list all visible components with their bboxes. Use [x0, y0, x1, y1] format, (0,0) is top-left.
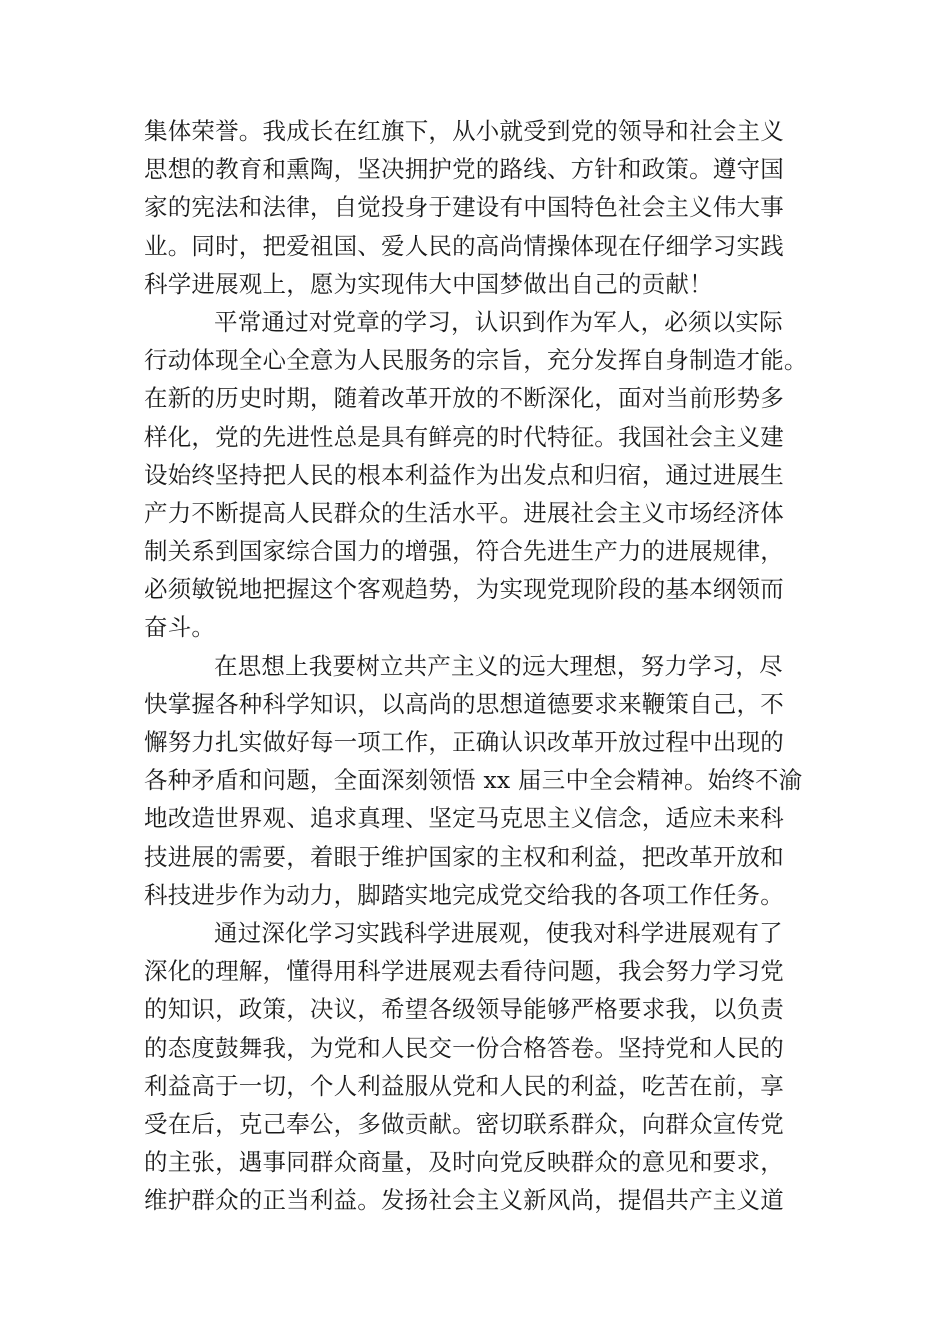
text-line: 行动体现全心全意为人民服务的宗旨，充分发挥自身制造才能。: [144, 346, 808, 375]
text-line: 家的宪法和法律，自觉投身于建设有中国特色社会主义伟大事: [144, 193, 784, 222]
text-line: 技进展的需要，着眼于维护国家的主权和利益，把改革开放和: [144, 842, 784, 871]
text-line: 产力不断提高人民群众的生活水平。进展社会主义市场经济体: [144, 498, 784, 527]
text-line: 的主张，遇事同群众商量，及时向党反映群众的意见和要求，: [144, 1148, 784, 1177]
text-line: 制关系到国家综合国力的增强，符合先进生产力的进展规律，: [144, 537, 784, 566]
text-line: 地改造世界观、追求真理、坚定马克思主义信念，适应未来科: [144, 804, 784, 833]
text-line: 维护群众的正当利益。发扬社会主义新风尚，提倡共产主义道: [144, 1186, 784, 1215]
text-line: 的知识，政策，决议，希望各级领导能够严格要求我，以负责: [144, 995, 784, 1024]
paragraph-first-line: 在思想上我要树立共产主义的远大理想，努力学习，尽: [214, 651, 783, 680]
text-line: 设始终坚持把人民的根本利益作为出发点和归宿，通过进展生: [144, 460, 784, 489]
text-line: 科技进步作为动力，脚踏实地完成党交给我的各项工作任务。: [144, 880, 784, 909]
text-line: 受在后，克己奉公，多做贡献。密切联系群众，向群众宣传党: [144, 1109, 784, 1138]
text-line: 必须敏锐地把握这个客观趋势，为实现党现阶段的基本纲领而: [144, 575, 784, 604]
text-line: 集体荣誉。我成长在红旗下，从小就受到党的领导和社会主义: [144, 117, 784, 145]
document-body: [144, 112, 808, 1219]
text-line: 各种矛盾和问题，全面深刻领悟 xx 届三中全会精神。始终不渝: [144, 766, 803, 795]
paragraph-first-line: 平常通过对党章的学习，认识到作为军人，必须以实际: [214, 307, 783, 336]
text-line: 奋斗。: [144, 613, 216, 642]
text-line: 利益高于一切，个人利益服从党和人民的利益，吃苦在前，享: [144, 1071, 784, 1100]
text-line: 快掌握各种科学知识，以高尚的思想道德要求来鞭策自己，不: [144, 689, 784, 718]
text-line: 科学进展观上，愿为实现伟大中国梦做出自己的贡献！: [144, 269, 713, 298]
text-line: 的态度鼓舞我，为党和人民交一份合格答卷。坚持党和人民的: [144, 1033, 784, 1062]
text-line: 在新的历史时期，随着改革开放的不断深化，面对当前形势多: [144, 384, 784, 413]
text-line: 深化的理解，懂得用科学进展观去看待问题，我会努力学习党: [144, 957, 784, 986]
text-line: 懈努力扎实做好每一项工作，正确认识改革开放过程中出现的: [144, 728, 784, 756]
text-line: 业。同时，把爱祖国、爱人民的高尚情操体现在仔细学习实践: [144, 231, 784, 260]
text-line: 样化，党的先进性总是具有鲜亮的时代特征。我国社会主义建: [144, 422, 784, 451]
paragraph-first-line: 通过深化学习实践科学进展观，使我对科学进展观有了: [214, 918, 783, 947]
text-line: 思想的教育和熏陶，坚决拥护党的路线、方针和政策。遵守国: [144, 155, 784, 184]
